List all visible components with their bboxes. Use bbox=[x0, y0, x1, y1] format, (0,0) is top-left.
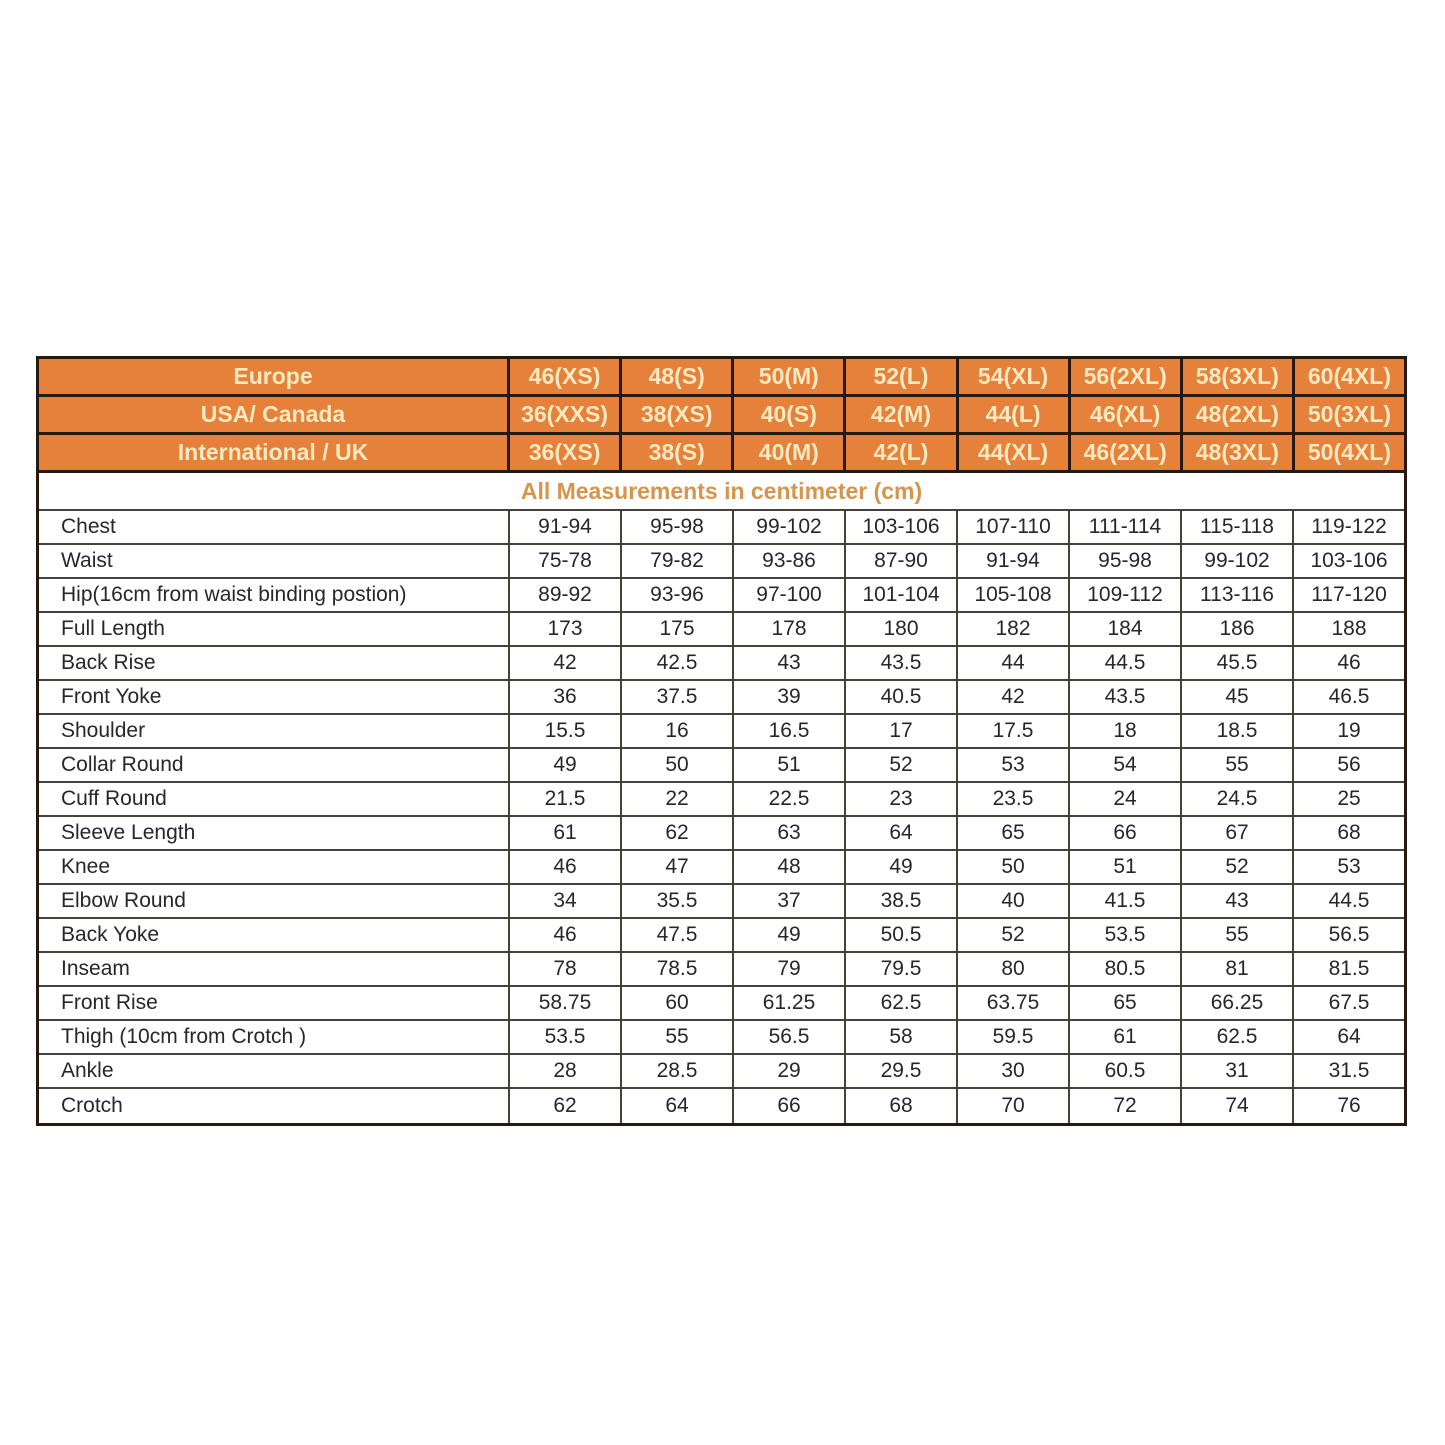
measurement-value: 184 bbox=[1070, 613, 1182, 647]
measurement-value: 16 bbox=[622, 715, 734, 749]
measurement-row bbox=[39, 613, 1404, 647]
measurement-value: 75-78 bbox=[510, 545, 622, 579]
measurement-value: 80 bbox=[958, 953, 1070, 987]
measurement-row bbox=[39, 647, 1404, 681]
measurement-value: 55 bbox=[1182, 919, 1294, 953]
measurement-value: 46.5 bbox=[1294, 681, 1404, 715]
measurement-value: 97-100 bbox=[734, 579, 846, 613]
measurement-value: 113-116 bbox=[1182, 579, 1294, 613]
measurement-value: 40 bbox=[958, 885, 1070, 919]
measurement-value: 29 bbox=[734, 1055, 846, 1089]
measurement-label: Thigh (10cm from Crotch ) bbox=[39, 1021, 510, 1055]
unit-note-row bbox=[39, 473, 1404, 511]
measurement-value: 180 bbox=[846, 613, 958, 647]
measurement-value: 37.5 bbox=[622, 681, 734, 715]
measurement-value: 56.5 bbox=[1294, 919, 1404, 953]
measurement-value: 48 bbox=[734, 851, 846, 885]
measurement-value: 61 bbox=[510, 817, 622, 851]
measurement-value: 79.5 bbox=[846, 953, 958, 987]
measurement-label: Back Rise bbox=[39, 647, 510, 681]
size-header-cell: 40(S) bbox=[734, 397, 846, 435]
unit-note: All Measurements in centimeter (cm) bbox=[39, 473, 1404, 511]
measurement-value: 36 bbox=[510, 681, 622, 715]
measurement-value: 53.5 bbox=[1070, 919, 1182, 953]
measurement-value: 35.5 bbox=[622, 885, 734, 919]
measurement-row bbox=[39, 681, 1404, 715]
measurement-value: 79-82 bbox=[622, 545, 734, 579]
measurement-row bbox=[39, 1021, 1404, 1055]
measurement-value: 103-106 bbox=[1294, 545, 1404, 579]
measurement-value: 34 bbox=[510, 885, 622, 919]
measurement-value: 31.5 bbox=[1294, 1055, 1404, 1089]
measurement-value: 44.5 bbox=[1070, 647, 1182, 681]
measurement-row bbox=[39, 885, 1404, 919]
measurement-label: Collar Round bbox=[39, 749, 510, 783]
measurement-value: 65 bbox=[958, 817, 1070, 851]
measurement-value: 62 bbox=[510, 1089, 622, 1123]
measurement-value: 101-104 bbox=[846, 579, 958, 613]
measurement-value: 55 bbox=[622, 1021, 734, 1055]
measurement-value: 24.5 bbox=[1182, 783, 1294, 817]
measurement-value: 50 bbox=[622, 749, 734, 783]
measurement-value: 42 bbox=[958, 681, 1070, 715]
measurement-row bbox=[39, 783, 1404, 817]
measurement-value: 22.5 bbox=[734, 783, 846, 817]
measurement-value: 58 bbox=[846, 1021, 958, 1055]
measurement-value: 15.5 bbox=[510, 715, 622, 749]
measurement-value: 59.5 bbox=[958, 1021, 1070, 1055]
measurement-value: 80.5 bbox=[1070, 953, 1182, 987]
measurement-value: 39 bbox=[734, 681, 846, 715]
measurement-value: 17.5 bbox=[958, 715, 1070, 749]
measurement-value: 51 bbox=[734, 749, 846, 783]
size-header-cell: 46(XL) bbox=[1071, 397, 1183, 435]
measurement-value: 23 bbox=[846, 783, 958, 817]
measurement-value: 44 bbox=[958, 647, 1070, 681]
measurement-label: Back Yoke bbox=[39, 919, 510, 953]
size-header-cell: 42(M) bbox=[846, 397, 958, 435]
measurement-value: 119-122 bbox=[1294, 511, 1404, 545]
measurement-value: 24 bbox=[1070, 783, 1182, 817]
measurement-value: 79 bbox=[734, 953, 846, 987]
measurement-value: 46 bbox=[510, 919, 622, 953]
size-header-cell: 50(4XL) bbox=[1295, 435, 1404, 473]
size-system-label: USA/ Canada bbox=[39, 397, 510, 435]
measurement-value: 63.75 bbox=[958, 987, 1070, 1021]
size-header-cell: 36(XXS) bbox=[510, 397, 622, 435]
size-header-cell: 46(XS) bbox=[510, 359, 622, 397]
measurement-row bbox=[39, 1089, 1404, 1123]
size-header-cell: 52(L) bbox=[846, 359, 958, 397]
measurement-value: 67 bbox=[1182, 817, 1294, 851]
measurement-value: 93-86 bbox=[734, 545, 846, 579]
measurement-value: 105-108 bbox=[958, 579, 1070, 613]
measurement-label: Waist bbox=[39, 545, 510, 579]
measurement-value: 17 bbox=[846, 715, 958, 749]
measurement-value: 18 bbox=[1070, 715, 1182, 749]
measurement-value: 55 bbox=[1182, 749, 1294, 783]
size-header-cell: 50(M) bbox=[734, 359, 846, 397]
measurement-value: 52 bbox=[958, 919, 1070, 953]
measurement-value: 74 bbox=[1182, 1089, 1294, 1123]
measurement-label: Shoulder bbox=[39, 715, 510, 749]
measurement-value: 107-110 bbox=[958, 511, 1070, 545]
size-chart-table bbox=[36, 356, 1407, 1126]
measurement-value: 28.5 bbox=[622, 1055, 734, 1089]
measurement-value: 81.5 bbox=[1294, 953, 1404, 987]
measurement-value: 53.5 bbox=[510, 1021, 622, 1055]
size-header-cell: 36(XS) bbox=[510, 435, 622, 473]
measurement-value: 50 bbox=[958, 851, 1070, 885]
measurement-value: 43 bbox=[734, 647, 846, 681]
size-header-cell: 42(L) bbox=[846, 435, 958, 473]
measurement-value: 81 bbox=[1182, 953, 1294, 987]
size-header-cell: 48(2XL) bbox=[1183, 397, 1295, 435]
measurement-row bbox=[39, 545, 1404, 579]
measurement-row bbox=[39, 987, 1404, 1021]
measurement-value: 182 bbox=[958, 613, 1070, 647]
size-header-cell: 60(4XL) bbox=[1295, 359, 1404, 397]
measurement-value: 109-112 bbox=[1070, 579, 1182, 613]
measurement-value: 49 bbox=[846, 851, 958, 885]
measurement-value: 111-114 bbox=[1070, 511, 1182, 545]
measurement-value: 49 bbox=[734, 919, 846, 953]
measurement-value: 47 bbox=[622, 851, 734, 885]
measurement-value: 16.5 bbox=[734, 715, 846, 749]
measurement-value: 56.5 bbox=[734, 1021, 846, 1055]
size-system-label: Europe bbox=[39, 359, 510, 397]
size-header-cell: 38(XS) bbox=[622, 397, 734, 435]
measurement-label: Full Length bbox=[39, 613, 510, 647]
measurement-row bbox=[39, 953, 1404, 987]
measurement-value: 52 bbox=[846, 749, 958, 783]
measurement-row bbox=[39, 919, 1404, 953]
measurement-row bbox=[39, 715, 1404, 749]
measurement-value: 29.5 bbox=[846, 1055, 958, 1089]
size-header-cell: 54(XL) bbox=[959, 359, 1071, 397]
measurement-value: 78 bbox=[510, 953, 622, 987]
measurement-value: 42 bbox=[510, 647, 622, 681]
measurement-value: 66.25 bbox=[1182, 987, 1294, 1021]
measurement-label: Sleeve Length bbox=[39, 817, 510, 851]
measurement-value: 65 bbox=[1070, 987, 1182, 1021]
measurement-value: 62.5 bbox=[1182, 1021, 1294, 1055]
measurement-value: 44.5 bbox=[1294, 885, 1404, 919]
measurement-value: 53 bbox=[958, 749, 1070, 783]
measurement-value: 91-94 bbox=[958, 545, 1070, 579]
measurement-value: 175 bbox=[622, 613, 734, 647]
measurement-value: 99-102 bbox=[1182, 545, 1294, 579]
size-header-cell: 48(3XL) bbox=[1183, 435, 1295, 473]
measurement-row bbox=[39, 749, 1404, 783]
measurement-value: 91-94 bbox=[510, 511, 622, 545]
measurement-value: 19 bbox=[1294, 715, 1404, 749]
measurement-value: 53 bbox=[1294, 851, 1404, 885]
measurement-value: 30 bbox=[958, 1055, 1070, 1089]
measurement-value: 62.5 bbox=[846, 987, 958, 1021]
measurement-value: 18.5 bbox=[1182, 715, 1294, 749]
measurement-value: 60.5 bbox=[1070, 1055, 1182, 1089]
measurement-label: Chest bbox=[39, 511, 510, 545]
measurement-value: 117-120 bbox=[1294, 579, 1404, 613]
measurement-value: 68 bbox=[846, 1089, 958, 1123]
measurement-value: 61.25 bbox=[734, 987, 846, 1021]
measurement-label: Crotch bbox=[39, 1089, 510, 1123]
measurement-value: 95-98 bbox=[622, 511, 734, 545]
measurement-value: 42.5 bbox=[622, 647, 734, 681]
measurement-value: 25 bbox=[1294, 783, 1404, 817]
measurement-value: 31 bbox=[1182, 1055, 1294, 1089]
measurement-value: 43.5 bbox=[846, 647, 958, 681]
measurement-value: 43.5 bbox=[1070, 681, 1182, 715]
measurement-label: Hip(16cm from waist binding postion) bbox=[39, 579, 510, 613]
measurement-value: 68 bbox=[1294, 817, 1404, 851]
measurement-label: Cuff Round bbox=[39, 783, 510, 817]
measurement-value: 64 bbox=[846, 817, 958, 851]
measurement-value: 188 bbox=[1294, 613, 1404, 647]
size-system-label: International / UK bbox=[39, 435, 510, 473]
measurement-value: 37 bbox=[734, 885, 846, 919]
size-header-cell: 46(2XL) bbox=[1071, 435, 1183, 473]
measurement-value: 52 bbox=[1182, 851, 1294, 885]
size-system-row bbox=[39, 397, 1404, 435]
size-header-cell: 48(S) bbox=[622, 359, 734, 397]
measurement-value: 103-106 bbox=[846, 511, 958, 545]
measurement-value: 56 bbox=[1294, 749, 1404, 783]
measurement-label: Knee bbox=[39, 851, 510, 885]
measurement-value: 21.5 bbox=[510, 783, 622, 817]
measurement-value: 61 bbox=[1070, 1021, 1182, 1055]
measurement-value: 87-90 bbox=[846, 545, 958, 579]
measurement-value: 58.75 bbox=[510, 987, 622, 1021]
measurement-label: Elbow Round bbox=[39, 885, 510, 919]
size-header-cell: 38(S) bbox=[622, 435, 734, 473]
measurement-value: 178 bbox=[734, 613, 846, 647]
measurement-label: Ankle bbox=[39, 1055, 510, 1089]
measurement-value: 78.5 bbox=[622, 953, 734, 987]
measurement-value: 60 bbox=[622, 987, 734, 1021]
measurement-value: 64 bbox=[622, 1089, 734, 1123]
measurement-value: 62 bbox=[622, 817, 734, 851]
measurement-value: 89-92 bbox=[510, 579, 622, 613]
measurement-row bbox=[39, 817, 1404, 851]
measurement-value: 28 bbox=[510, 1055, 622, 1089]
size-system-row bbox=[39, 359, 1404, 397]
measurement-value: 38.5 bbox=[846, 885, 958, 919]
measurement-value: 99-102 bbox=[734, 511, 846, 545]
measurement-value: 63 bbox=[734, 817, 846, 851]
measurement-value: 43 bbox=[1182, 885, 1294, 919]
measurement-value: 115-118 bbox=[1182, 511, 1294, 545]
measurement-value: 45.5 bbox=[1182, 647, 1294, 681]
size-header-cell: 58(3XL) bbox=[1183, 359, 1295, 397]
size-header-cell: 44(XL) bbox=[959, 435, 1071, 473]
measurement-value: 45 bbox=[1182, 681, 1294, 715]
size-header-cell: 44(L) bbox=[959, 397, 1071, 435]
measurement-value: 41.5 bbox=[1070, 885, 1182, 919]
measurement-value: 64 bbox=[1294, 1021, 1404, 1055]
measurement-value: 66 bbox=[734, 1089, 846, 1123]
measurement-value: 67.5 bbox=[1294, 987, 1404, 1021]
size-system-row bbox=[39, 435, 1404, 473]
measurement-value: 66 bbox=[1070, 817, 1182, 851]
measurement-row bbox=[39, 851, 1404, 885]
measurement-value: 40.5 bbox=[846, 681, 958, 715]
measurement-value: 47.5 bbox=[622, 919, 734, 953]
size-header-cell: 56(2XL) bbox=[1071, 359, 1183, 397]
measurement-value: 76 bbox=[1337, 1094, 1361, 1117]
measurement-label: Front Yoke bbox=[39, 681, 510, 715]
measurement-label: Front Rise bbox=[39, 987, 510, 1021]
measurement-value: 95-98 bbox=[1070, 545, 1182, 579]
measurement-value: 93-96 bbox=[622, 579, 734, 613]
measurement-value: 54 bbox=[1070, 749, 1182, 783]
measurement-value: 186 bbox=[1182, 613, 1294, 647]
measurement-row bbox=[39, 1055, 1404, 1089]
measurement-value: 49 bbox=[510, 749, 622, 783]
size-header-cell: 50(3XL) bbox=[1295, 397, 1404, 435]
measurement-value: 23.5 bbox=[958, 783, 1070, 817]
measurement-value: 173 bbox=[510, 613, 622, 647]
measurement-value: 50.5 bbox=[846, 919, 958, 953]
measurement-value: 70 bbox=[958, 1089, 1070, 1123]
measurement-label: Inseam bbox=[39, 953, 510, 987]
measurement-row bbox=[39, 511, 1404, 545]
measurement-value: 46 bbox=[510, 851, 622, 885]
measurement-value: 46 bbox=[1294, 647, 1404, 681]
measurement-value: 72 bbox=[1070, 1089, 1182, 1123]
measurement-row bbox=[39, 579, 1404, 613]
measurement-value: 51 bbox=[1070, 851, 1182, 885]
size-header-cell: 40(M) bbox=[734, 435, 846, 473]
measurement-value: 22 bbox=[622, 783, 734, 817]
